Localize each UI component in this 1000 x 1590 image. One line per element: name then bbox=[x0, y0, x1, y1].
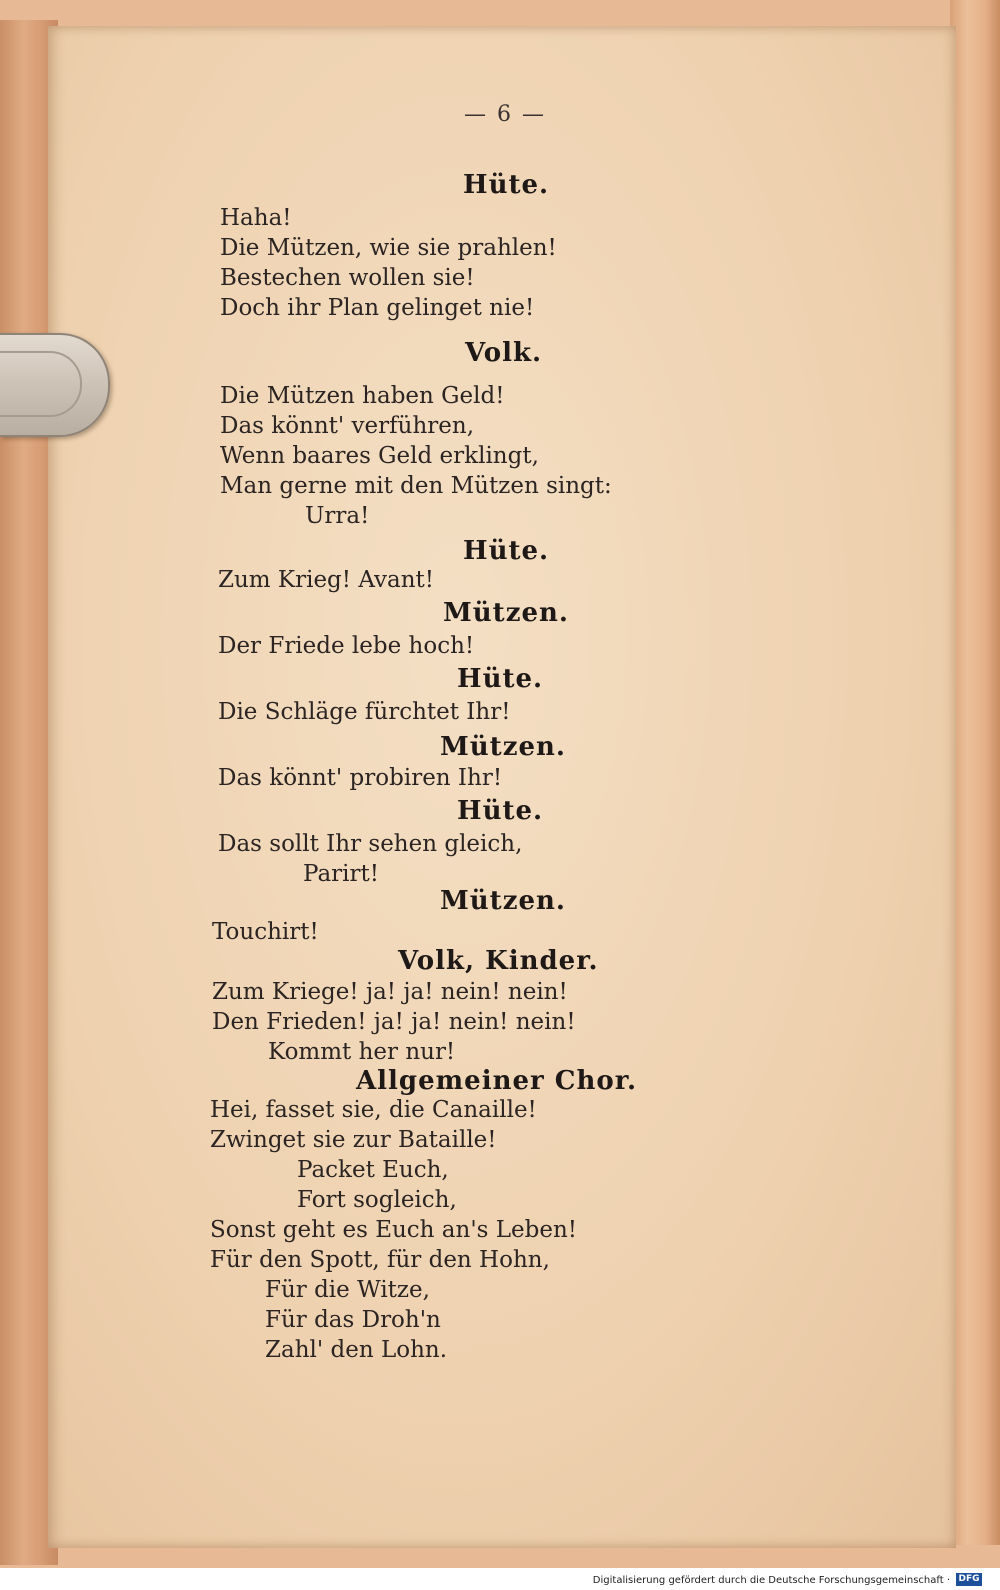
book-edge-right bbox=[950, 0, 1000, 1545]
verse-line: Doch ihr Plan gelinget nie! bbox=[220, 295, 535, 321]
verse-line: Zum Kriege! ja! ja! nein! nein! bbox=[212, 979, 568, 1005]
verse-line: Urra! bbox=[305, 503, 370, 529]
speaker-heading: Volk, Kinder. bbox=[398, 946, 599, 976]
speaker-heading: Mützen. bbox=[443, 598, 569, 628]
verse-line: Hei, fasset sie, die Canaille! bbox=[210, 1097, 537, 1123]
verse-line: Zum Krieg! Avant! bbox=[218, 567, 435, 593]
verse-line: Parirt! bbox=[303, 861, 379, 887]
speaker-heading: Hüte. bbox=[463, 536, 550, 566]
speaker-heading: Allgemeiner Chor. bbox=[356, 1066, 638, 1096]
speaker-heading: Hüte. bbox=[457, 796, 544, 826]
footer-bar bbox=[0, 1568, 1000, 1590]
verse-line: Fort sogleich, bbox=[297, 1187, 457, 1213]
funding-credit: Digitalisierung gefördert durch die Deutsche Forschungsgemeinschaft · bbox=[592, 1575, 950, 1586]
verse-line: Kommt her nur! bbox=[268, 1039, 456, 1065]
verse-line: Touchirt! bbox=[212, 919, 319, 945]
verse-line: Die Mützen haben Geld! bbox=[220, 383, 505, 409]
verse-line: Zahl' den Lohn. bbox=[265, 1337, 448, 1363]
verse-line: Für die Witze, bbox=[265, 1277, 430, 1303]
verse-line: Den Frieden! ja! ja! nein! nein! bbox=[212, 1009, 576, 1035]
verse-line: Für das Droh'n bbox=[265, 1307, 441, 1333]
verse-line: Das könnt' probiren Ihr! bbox=[218, 765, 503, 791]
page-number: — 6 — bbox=[464, 102, 546, 127]
speaker-heading: Hüte. bbox=[457, 664, 544, 694]
verse-line: Die Schläge fürchtet Ihr! bbox=[218, 699, 511, 725]
dfg-logo: DFG bbox=[956, 1573, 982, 1586]
speaker-heading: Hüte. bbox=[463, 170, 550, 200]
paper-clip-inner bbox=[0, 351, 82, 417]
speaker-heading: Mützen. bbox=[440, 886, 566, 916]
verse-line: Das könnt' verführen, bbox=[220, 413, 475, 439]
verse-line: Man gerne mit den Mützen singt: bbox=[220, 473, 612, 499]
verse-line: Packet Euch, bbox=[297, 1157, 449, 1183]
verse-line: Für den Spott, für den Hohn, bbox=[210, 1247, 550, 1273]
verse-line: Bestechen wollen sie! bbox=[220, 265, 475, 291]
verse-line: Die Mützen, wie sie prahlen! bbox=[220, 235, 557, 261]
verse-line: Wenn baares Geld erklingt, bbox=[220, 443, 539, 469]
verse-line: Der Friede lebe hoch! bbox=[218, 633, 475, 659]
speaker-heading: Volk. bbox=[465, 338, 543, 368]
speaker-heading: Mützen. bbox=[440, 732, 566, 762]
verse-line: Haha! bbox=[220, 205, 292, 231]
verse-line: Das sollt Ihr sehen gleich, bbox=[218, 831, 523, 857]
verse-line: Sonst geht es Euch an's Leben! bbox=[210, 1217, 578, 1243]
verse-line: Zwinget sie zur Bataille! bbox=[210, 1127, 497, 1153]
